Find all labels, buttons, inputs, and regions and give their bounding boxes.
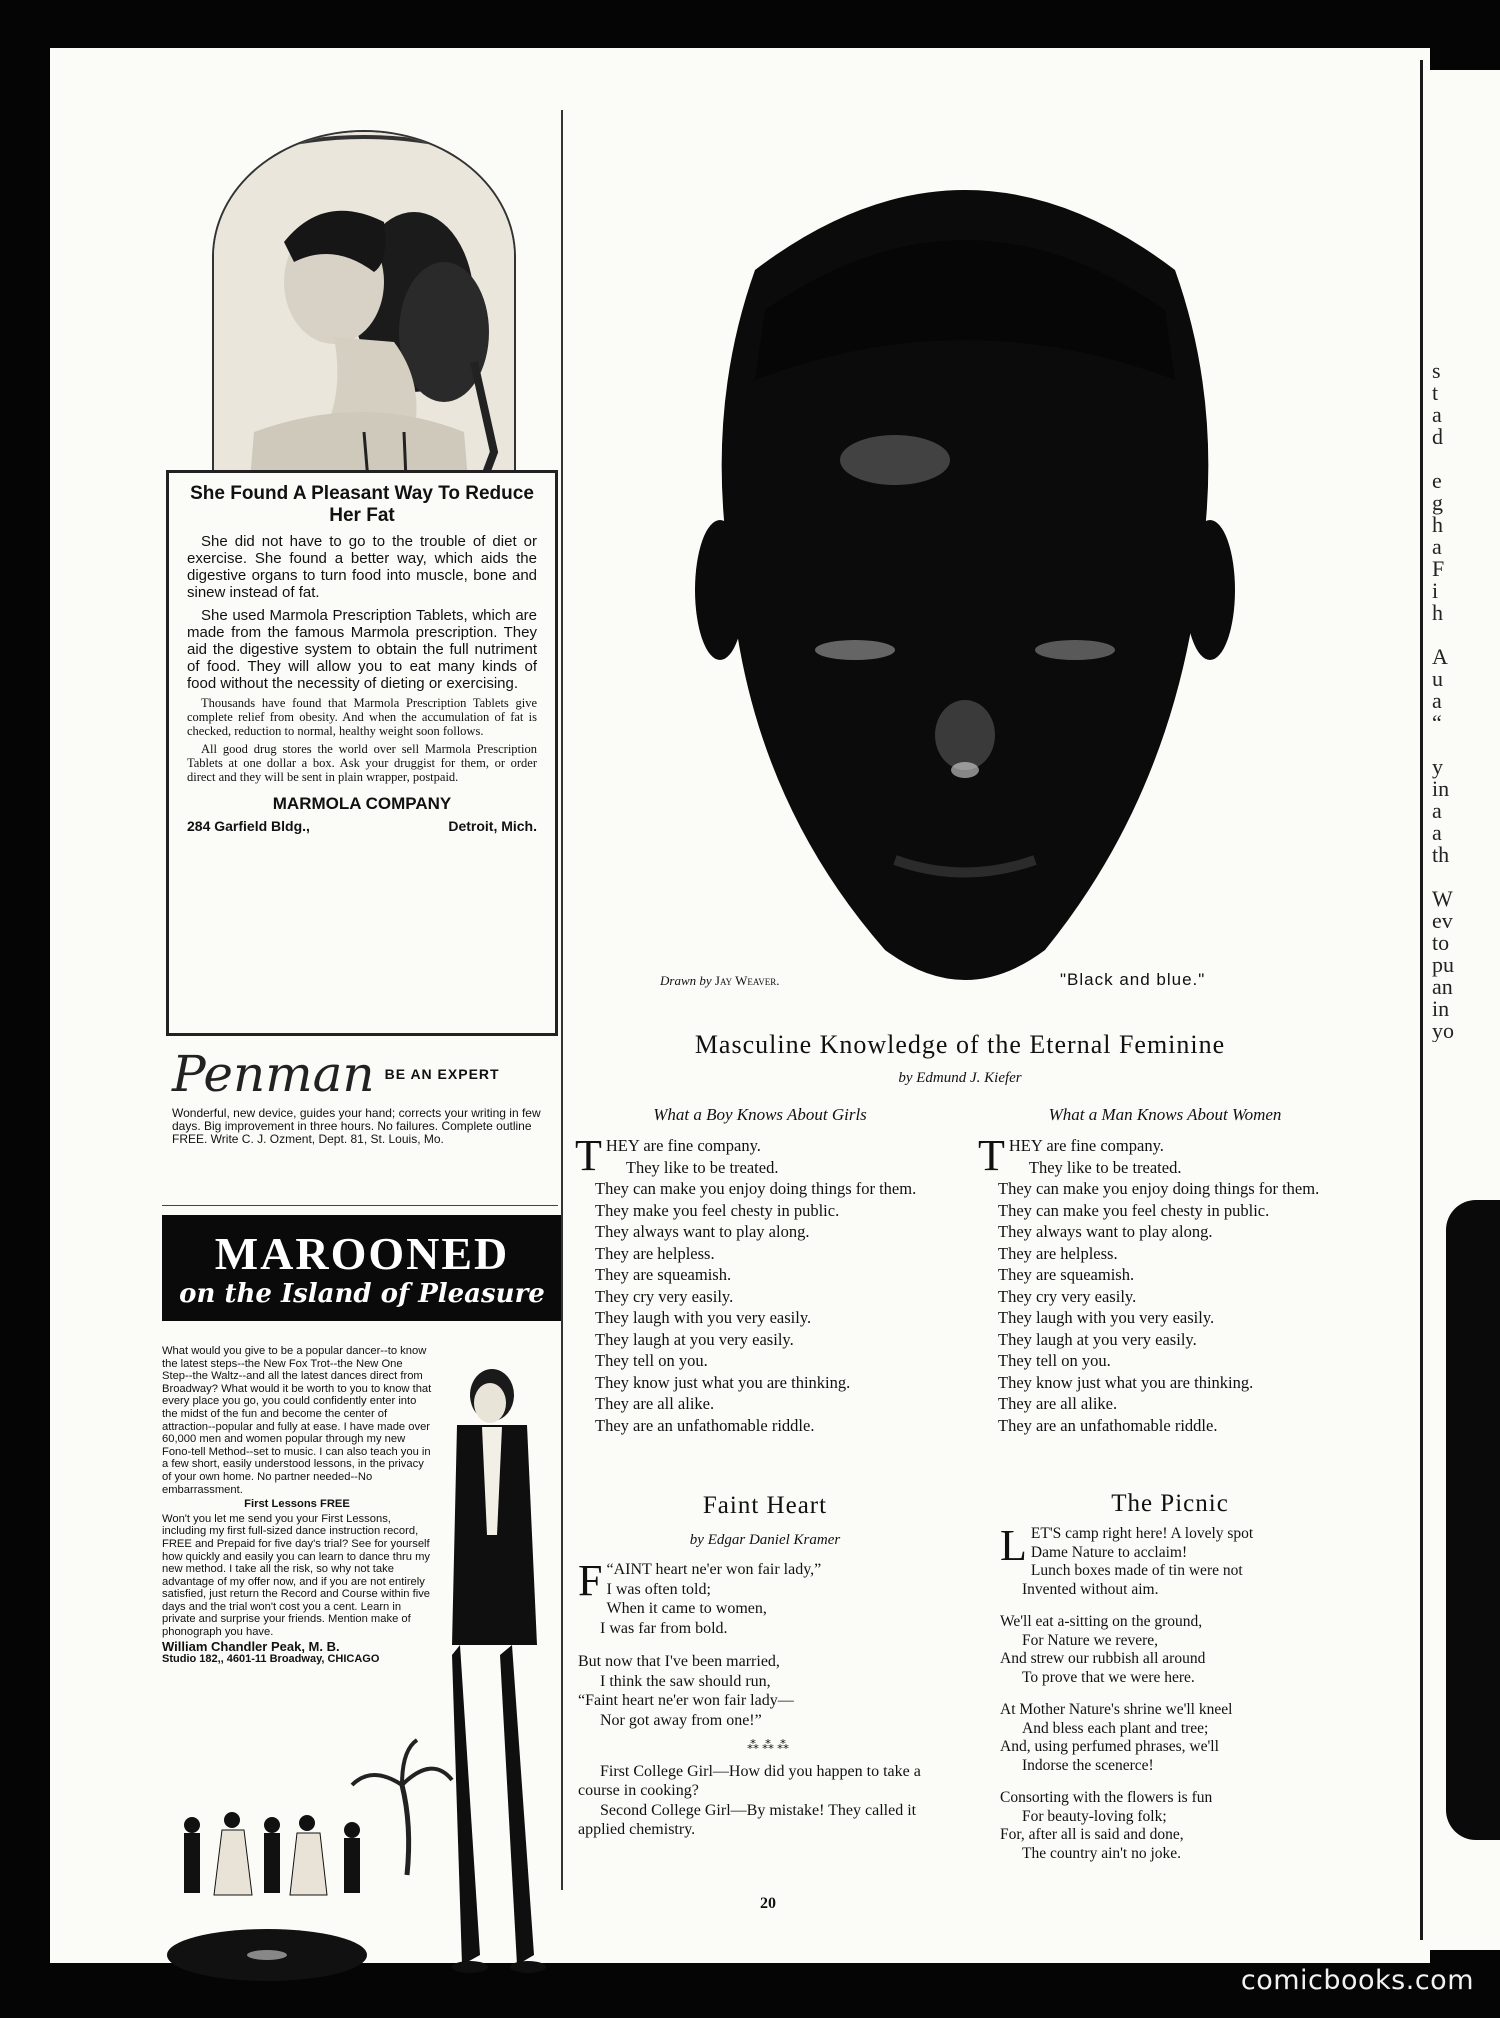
marmola-paragraph: She used Marmola Prescription Tablets, which are made from the famous Marmola prescription. They aid the digestive system to obtain the full nutriment of food. They will allow you to eat many kinds of food without the necessity of dieting or exercising. xyxy=(187,607,537,692)
poem-line: They know just what you are thinking. xyxy=(998,1372,1254,1392)
poem-line: They laugh with you very easily. xyxy=(595,1308,812,1327)
joke-line: Second College Girl—By mistake! They called it applied chemistry. xyxy=(578,1801,917,1838)
page-number: 20 xyxy=(760,1895,776,1912)
poem-right-lines xyxy=(978,1131,1358,1436)
poem-line: Nor got away from one!” xyxy=(600,1711,762,1729)
section-separator: ⁂ ⁂ ⁂ xyxy=(747,1738,789,1752)
poem-line: They are an unfathomable riddle. xyxy=(998,1415,1218,1435)
marooned-offer-text: Won't you let me send you your First Lessons, including my first full-sized dance instruction record, FREE and Prepaid for five day's trial? See for yourself how quickly and easily you can learn to dance thru my new method. I take all the risk, so why not take advantage of my offer now, and if you are not entirely satisfied, just return the Record and Course within five days and the trial won't cost you a cent. Learn in private and surprise your friends. Mention make of phonograph you have. xyxy=(162,1512,431,1639)
poem-line: Invented without aim. xyxy=(1022,1580,1159,1598)
poem-line: “AINT heart ne'er won fair lady,” xyxy=(606,1561,822,1578)
faint-heart-byline: by Edgar Daniel Kramer xyxy=(689,1532,841,1548)
poem-line: They tell on you. xyxy=(595,1351,708,1370)
marooned-subtitle: on the Island of Pleasure xyxy=(179,1279,545,1309)
column-divider xyxy=(561,110,563,1890)
poem-line: They can make you enjoy doing things for them. xyxy=(998,1179,1320,1198)
marmola-headline: She Found A Pleasant Way To Reduce Her Fat xyxy=(190,483,534,526)
right-page-text-fragments: s t a d e g h a F i h A u a “ y in a a th W ev to pu an in yo xyxy=(1432,360,1454,1042)
marooned-lessons-heading: First Lessons FREE xyxy=(244,1498,350,1511)
poem-line: They are squeamish. xyxy=(998,1265,1135,1284)
poem-line: Lunch boxes made of tin were not xyxy=(1030,1562,1243,1579)
poem-line: They laugh at you very easily. xyxy=(595,1329,794,1349)
poem-line: They can make you feel chesty in public. xyxy=(998,1200,1270,1220)
faint-heart-title: Faint Heart xyxy=(702,1492,828,1519)
poem-line: For, after all is said and done, xyxy=(1000,1826,1184,1843)
marmola-address-left: 284 Garfield Bldg., xyxy=(187,818,310,834)
poem-line: They like to be treated. xyxy=(625,1157,779,1177)
poem-line: HEY are fine company. xyxy=(605,1136,761,1155)
poem-line: I think the saw should run, xyxy=(600,1672,771,1690)
poem-right-heading: What a Man Knows About Women xyxy=(1048,1105,1282,1124)
penman-advertisement xyxy=(162,1045,558,1206)
illustration-caption: "Black and blue." xyxy=(1060,970,1206,989)
penman-script-logo: Penman xyxy=(172,1045,375,1103)
penman-copy: Wonderful, new device, guides your hand; corrects your writing in few days. Big improvement in three hours. No failures. Complete outline FREE. Write C. J. Ozment, Dept. 81, St. Louis, Mo. xyxy=(172,1106,541,1146)
poem-line: Indorse the scenerce! xyxy=(1022,1756,1154,1774)
poem-line: They are an unfathomable riddle. xyxy=(595,1415,815,1435)
poem-byline: by Edmund J. Kiefer xyxy=(898,1070,1022,1086)
poem-line: They are squeamish. xyxy=(595,1265,732,1284)
poem-line: I was often told; xyxy=(606,1580,711,1598)
poem-line: And bless each plant and tree; xyxy=(1022,1719,1209,1737)
poem-line: They always want to play along. xyxy=(595,1222,810,1241)
poem-line: But now that I've been married, xyxy=(578,1653,780,1670)
poem-line: They laugh at you very easily. xyxy=(998,1329,1197,1349)
poem-right-dropcap: T xyxy=(978,1131,1005,1180)
poem-line: They are helpless. xyxy=(998,1243,1118,1263)
marooned-studio-address: Studio 182,, 4601-11 Broadway, CHICAGO xyxy=(162,1653,380,1666)
marooned-copy xyxy=(162,1345,432,1666)
poem-line: They like to be treated. xyxy=(1028,1157,1182,1177)
marooned-advertisement xyxy=(162,1215,562,2005)
page-gutter xyxy=(1420,60,1423,1940)
poem-line: I was far from bold. xyxy=(600,1619,728,1637)
marmola-fine-print: All good drug stores the world over sell Marmola Prescription Tablets at one dollar a box. Ask your druggist for them, or order direct and they will be sent in plain wrapper, postpaid. xyxy=(187,742,537,784)
poem-left-column xyxy=(575,1131,955,1436)
picnic-dropcap: L xyxy=(1000,1521,1027,1570)
poem-line: HEY are fine company. xyxy=(1008,1136,1164,1155)
poem-line: ET'S camp right here! A lovely spot xyxy=(1030,1525,1254,1542)
poem-line: For Nature we revere, xyxy=(1022,1631,1158,1649)
poem-line: For beauty-loving folk; xyxy=(1022,1807,1167,1825)
marooned-banner xyxy=(162,1215,562,1321)
picnic-title: The Picnic xyxy=(1111,1490,1229,1517)
marooned-signature: William Chandler Peak, M. B. xyxy=(162,1638,340,1654)
faint-heart-dropcap: F xyxy=(578,1556,603,1605)
marooned-title: MAROONED xyxy=(214,1228,510,1279)
poem-line: They make you feel chesty in public. xyxy=(595,1200,840,1220)
poem-line: They laugh with you very easily. xyxy=(998,1308,1215,1327)
poem-line: The country ain't no joke. xyxy=(1022,1844,1182,1862)
poem-line: They know just what you are thinking. xyxy=(595,1372,851,1392)
poem-title: Masculine Knowledge of the Eternal Feminine xyxy=(694,1030,1226,1059)
poem-right-column xyxy=(978,1131,1358,1436)
poem-line: When it came to women, xyxy=(606,1600,767,1617)
marmola-fine-print: Thousands have found that Marmola Prescription Tablets give complete relief from obesity. And when the accumulation of fat is checked, reduction to normal, healthy weight soon follows. xyxy=(187,696,537,738)
marmola-paragraph: She did not have to go to the trouble of diet or exercise. She found a better way, which aids the digestive organs to turn food into muscle, bone and sinew instead of fat. xyxy=(187,533,537,601)
poem-left-heading: What a Boy Knows About Girls xyxy=(653,1105,867,1124)
marmola-advertisement xyxy=(162,110,558,1035)
poem-left-lines xyxy=(575,1131,955,1436)
poem-line: And, using perfumed phrases, we'll xyxy=(1000,1738,1219,1755)
portrait-illustration xyxy=(655,150,1275,990)
marmola-address-right: Detroit, Mich. xyxy=(448,818,537,834)
poem-line: Consorting with the flowers is fun xyxy=(1000,1789,1213,1806)
poem-line: They tell on you. xyxy=(998,1351,1111,1370)
poem-line: They cry very easily. xyxy=(998,1286,1137,1306)
joke-line: First College Girl—How did you happen to take a course in cooking? xyxy=(578,1762,921,1799)
poem-line: They are helpless. xyxy=(595,1243,715,1263)
poem-line: At Mother Nature's shrine we'll kneel xyxy=(1000,1701,1233,1718)
marmola-company-name: MARMOLA COMPANY xyxy=(272,794,452,813)
poem-line: And strew our rubbish all around xyxy=(1000,1650,1206,1667)
faint-heart-poem xyxy=(578,1556,958,1840)
poem-line: Dame Nature to acclaim! xyxy=(1030,1543,1188,1561)
poem-line: To prove that we were here. xyxy=(1022,1668,1195,1686)
marooned-body-text: What would you give to be a popular dancer--to know the latest steps--the New Fox Trot--the New One Step--the Waltz--and all the latest dances direct from Broadway? What would it be worth to you to know that every place you go, you could confidently enter into the midst of the fun and become the center of attraction--popular and fully at ease. I have made over 60,000 men and women popular through my new Fono-tell Method--set to music. I can also teach you in a few short, easily understood lessons, in the privacy of your own home. No partner needed--No embarrassment. xyxy=(162,1345,432,1496)
right-page-image-fragment xyxy=(1446,1200,1500,1840)
penman-header xyxy=(172,1045,558,1103)
poem-line: They can make you enjoy doing things for them. xyxy=(595,1179,917,1198)
watermark: comicbooks.com xyxy=(1240,1965,1474,1996)
illustration-credit xyxy=(660,973,780,989)
poem-line: “Faint heart ne'er won fair lady— xyxy=(578,1692,794,1709)
penman-heading: BE AN EXPERT xyxy=(384,1066,500,1082)
illustration-credit-prefix: Drawn by xyxy=(660,973,712,988)
poem-line: They cry very easily. xyxy=(595,1286,734,1306)
poem-line: We'll eat a-sitting on the ground, xyxy=(1000,1613,1203,1630)
poem-line: They always want to play along. xyxy=(998,1222,1213,1241)
poem-left-dropcap: T xyxy=(575,1131,602,1180)
poem-line: They are all alike. xyxy=(595,1394,715,1413)
picnic-poem xyxy=(1000,1521,1380,1863)
illustration-credit-artist: Jay Weaver. xyxy=(714,973,780,988)
marmola-address xyxy=(187,818,537,834)
poem-line: They are all alike. xyxy=(998,1394,1118,1413)
marmola-copy-box xyxy=(166,470,558,1036)
